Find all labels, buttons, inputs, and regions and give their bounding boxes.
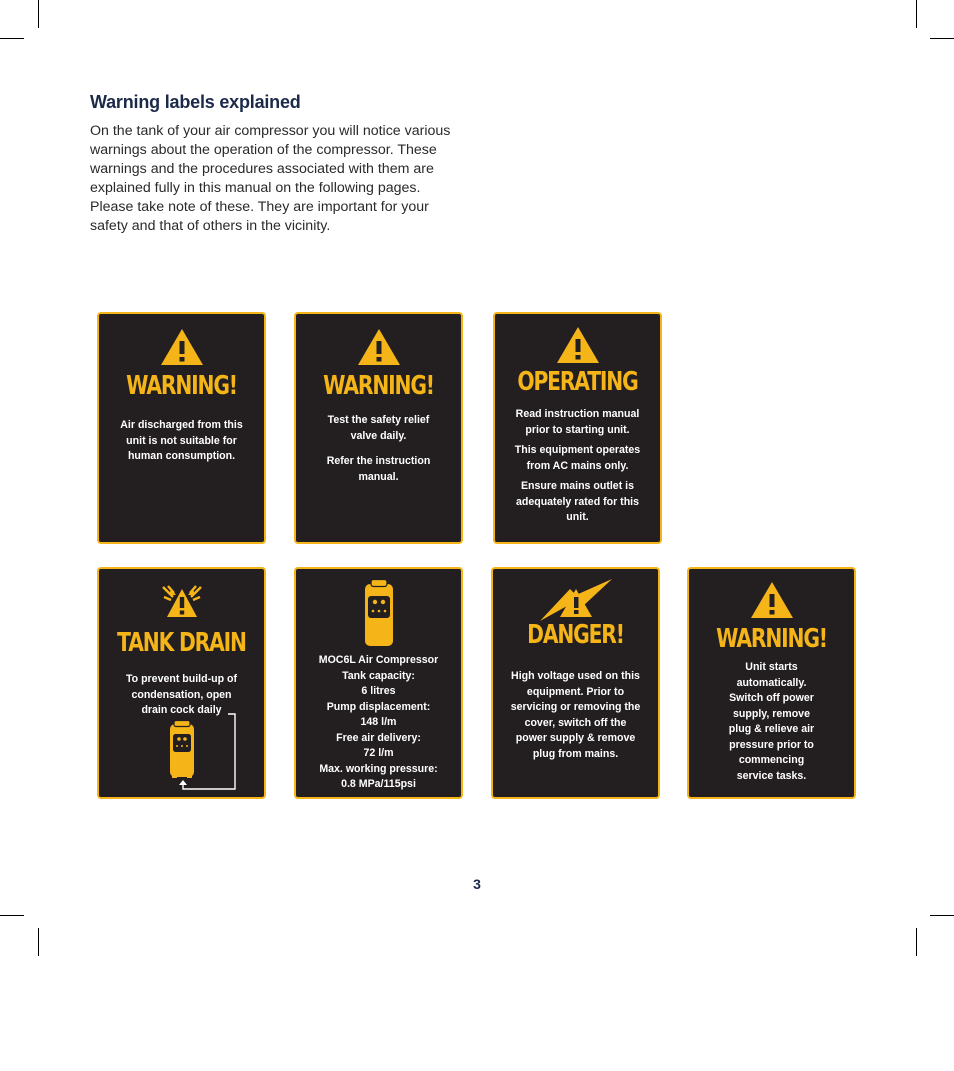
specifications-label [294,567,463,799]
label-heading: WARNING! [716,624,827,654]
crop-mark [930,915,954,916]
label-text: Air discharged from this unit is not suitable for human consumption. [120,419,243,462]
explosion-warning-icon [99,583,264,625]
label-text: Read instruction manual prior to starting unit. This equipment operates from AC mains only. Ensure mains outlet is adequately rated for this unit. [514,408,641,523]
label-heading: DANGER! [527,620,624,650]
crop-mark [0,915,24,916]
label-heading: WARNING! [323,371,434,401]
warning-triangle-icon [495,326,660,364]
crop-mark [0,38,24,39]
danger-label [491,567,660,799]
section-title: Warning labels explained [90,92,301,112]
warning-label-auto-start [687,567,856,799]
label-heading: WARNING! [126,371,237,401]
warning-triangle-icon [99,328,264,366]
label-text: To prevent build-up of condensation, open drain cock daily [125,673,238,716]
label-text: Test the safety relief valve daily. Refer the instruction manual. [326,414,431,483]
crop-mark [916,928,917,956]
label-text: Unit starts automatically. Switch off power supply, remove plug & relieve air pressure prior to commencing service tasks. [728,661,815,782]
label-text: High voltage used on this equipment. Prior to servicing or removing the cover, switch off the power supply & remove plug from mains. [510,670,641,760]
intro-paragraph: On the tank of your air compressor you will notice various warnings about the operation of the compressor. These warnings and the procedures associated with them are explained fully in this manual on the following pages. Please take note of these. They are important for your safety and that of others in the vicinity. [90,123,451,234]
warning-triangle-icon [689,581,854,619]
tank-drain-label [97,567,266,799]
label-text: MOC6L Air Compressor Tank capacity: 6 litres Pump displacement: 148 l/m Free air delivery: 72 l/m Max. working pressure: 0.8 MPa/115psi [318,654,439,790]
crop-mark [38,928,39,956]
warning-triangle-icon [296,328,461,366]
compressor-icon [296,577,461,647]
operating-label [493,312,662,544]
crop-mark [38,0,39,28]
label-heading: OPERATING [517,367,638,397]
crop-mark [930,38,954,39]
warning-label-relief-valve [294,312,463,544]
lightning-warning-icon [493,577,658,623]
page-number: 3 [473,876,481,892]
crop-mark [916,0,917,28]
warning-label-air-discharge [97,312,266,544]
drain-arrow-icon [177,712,239,797]
label-heading: TANK DRAIN [117,628,246,658]
